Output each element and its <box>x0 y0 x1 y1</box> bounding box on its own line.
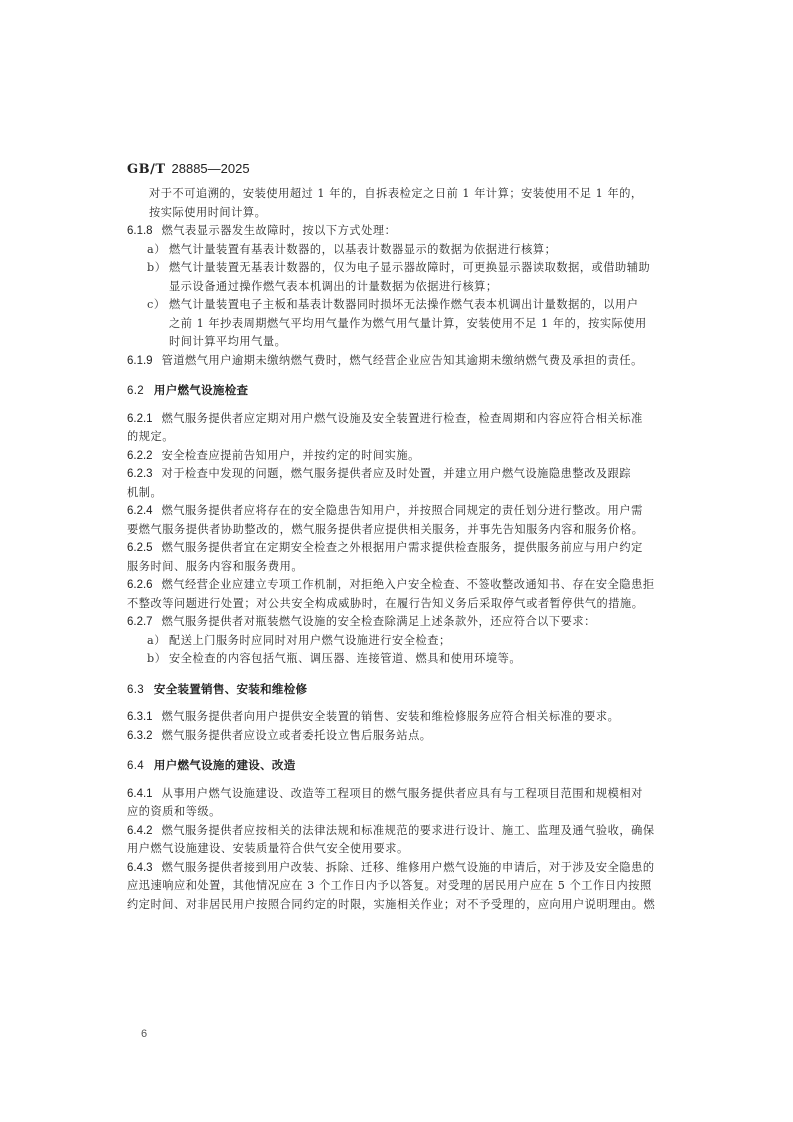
section-number: 6.2 <box>127 385 144 397</box>
list-item-text: 燃气计量装置电子主板和基表计数器同时损坏无法操作燃气表本机调出计量数据的，以用户 <box>169 298 639 311</box>
section-title: 用户燃气设施检查 <box>153 383 249 397</box>
clause-number: 6.1.8 <box>127 225 153 237</box>
clause-number: 6.3.1 <box>127 711 153 723</box>
document-body <box>127 185 667 914</box>
clause-6-2-5 <box>127 539 667 558</box>
clause-number: 6.3.2 <box>127 729 153 742</box>
section-heading-6-3 <box>127 680 667 700</box>
clause-6-4-1-continuation: 应的资质和等级。 <box>127 805 221 818</box>
clause-number: 6.2.7 <box>127 616 153 628</box>
section-title: 安全装置销售、安装和维检修 <box>153 681 308 696</box>
clause-number: 6.1.9 <box>127 354 153 367</box>
clause-text: 燃气服务提供者应将存在的安全隐患告知用户，并按照合同规定的责任划分进行整改。用户需 <box>161 504 643 517</box>
clause-6-4-3-continuation-2: 约定时间、对非居民用户按照合同约定的时限，实施相关作业；对不予受理的，应向用户说明理由。燃 <box>127 897 656 911</box>
clause-number: 6.4.2 <box>127 824 153 837</box>
list-item-text: 配送上门服务时应同时对用户燃气设施进行安全检查； <box>169 633 451 647</box>
clause-number: 6.2.3 <box>127 468 153 480</box>
clause-text: 燃气服务提供者接到用户改装、拆除、迁移、维修用户燃气设施的申请后，对于涉及安全隐患的 <box>161 860 655 874</box>
clause-6-4-2 <box>127 822 667 841</box>
list-item-c-continuation-1: 之前 1 年抄表周期燃气平均用气量作为燃气用气量计算，安装使用不足 1 年的，按实际使用 <box>169 316 647 330</box>
clause-number: 6.2.4 <box>127 505 153 517</box>
list-item-text: 安全检查的内容包括气瓶、调压器、连接管道、燃具和使用环境等。 <box>169 652 522 665</box>
list-item-c-continuation-2: 时间计算平均用气量。 <box>169 335 287 348</box>
clause-6-4-3 <box>127 859 667 878</box>
list-item-a <box>127 632 667 651</box>
clause-text: 燃气服务提供者应按相关的法律法规和标准规范的要求进行设计、施工、监理及通气验收，确保 <box>161 823 655 837</box>
clause-6-2-4 <box>127 502 667 521</box>
clause-text: 燃气经营企业应建立专项工作机制，对拒绝入户安全检查、不签收整改通知书、存在安全隐患拒 <box>161 578 655 591</box>
standard-code: GB/T <box>127 162 166 177</box>
clause-6-1-7-continuation-line-2: 按实际使用时间计算。 <box>149 205 267 219</box>
section-number: 6.3 <box>127 683 144 696</box>
section-heading-6-4 <box>127 756 667 776</box>
list-item-text: 燃气计量装置无基表计数器的，仅为电子显示器故障时，可更换显示器读取数据，或借助辅助 <box>169 261 651 274</box>
section-title: 用户燃气设施的建设、改造 <box>153 758 296 772</box>
clause-text: 从事用户燃气设施建设、改造等工程项目的燃气服务提供者应具有与工程项目范围和规模相对 <box>161 786 643 800</box>
clause-6-2-6-continuation: 不整改等问题进行处置；对公共安全构成威胁时，在履行告知义务后采取停气或者暂停供气的措施。 <box>127 596 644 610</box>
clause-6-2-1-continuation: 的规定。 <box>127 430 174 443</box>
clause-6-2-4-continuation: 要燃气服务提供者协助整改的，燃气服务提供者应提供相关服务，并事先告知服务内容和服务价格。 <box>127 522 644 536</box>
standard-header <box>127 161 250 177</box>
list-item-a <box>127 241 667 260</box>
list-item-b <box>127 259 667 278</box>
clause-number: 6.2.6 <box>127 579 153 591</box>
clause-6-4-2-continuation: 用户燃气设施建设、安装质量符合供气安全使用要求。 <box>127 842 409 855</box>
clause-6-2-3 <box>127 465 667 484</box>
standard-number: 28885—2025 <box>171 161 250 176</box>
section-heading-6-2 <box>127 381 667 401</box>
clause-6-2-5-continuation: 服务时间、服务内容和服务费用。 <box>127 559 304 573</box>
list-item-c <box>127 296 667 315</box>
page-number: 6 <box>141 1028 148 1040</box>
clause-text: 对于检查中发现的问题，燃气服务提供者应及时处置，并建立用户燃气设施隐患整改及跟踪 <box>161 467 632 480</box>
clause-number: 6.4.3 <box>127 861 153 874</box>
list-marker: b） <box>147 652 167 665</box>
clause-6-3-2 <box>127 727 667 746</box>
list-marker: a） <box>147 242 166 256</box>
clause-6-2-2 <box>127 447 667 466</box>
clause-text: 燃气服务提供者应设立或者委托设立售后服务站点。 <box>161 728 432 742</box>
clause-number: 6.2.5 <box>127 542 153 554</box>
clause-6-4-3-continuation-1: 应迅速响应和处置，其他情况应在 3 个工作日内予以答复。对受理的居民用户应在 5 个工作日内按照 <box>127 879 652 892</box>
clause-6-4-1 <box>127 785 667 804</box>
clause-text: 燃气服务提供者宜在定期安全检查之外根据用户需求提供检查服务，提供服务前应与用户约定 <box>161 541 643 554</box>
clause-text: 安全检查应提前告知用户，并按约定的时间实施。 <box>161 448 420 462</box>
clause-6-1-8 <box>127 222 667 241</box>
list-item-text: 燃气计量装置有基表计数器的，以基表计数器显示的数据为依据进行核算； <box>169 242 557 256</box>
clause-number: 6.2.2 <box>127 449 153 462</box>
clause-6-2-3-continuation: 机制。 <box>127 485 163 499</box>
clause-text: 燃气服务提供者应定期对用户燃气设施及安全装置进行检查，检查周期和内容应符合相关标准 <box>161 411 643 425</box>
list-marker: a） <box>147 633 166 647</box>
list-item-b <box>127 650 667 669</box>
clause-number: 6.4.1 <box>127 787 153 800</box>
clause-6-1-7-continuation-line-1: 对于不可追溯的，安装使用超过 1 年的，自拆表检定之日前 1 年计算；安装使用不足 1 年的， <box>149 187 643 200</box>
clause-text: 燃气表显示器发生故障时，按以下方式处理： <box>161 224 397 237</box>
clause-text: 管道燃气用户逾期未缴纳燃气费时，燃气经营企业应告知其逾期未缴纳燃气费及承担的责任。 <box>161 353 643 367</box>
clause-6-2-6 <box>127 576 667 595</box>
clause-6-2-7 <box>127 613 667 632</box>
clause-6-2-1 <box>127 410 667 429</box>
clause-6-1-9 <box>127 352 667 371</box>
list-marker: b） <box>147 261 167 274</box>
list-item-b-continuation: 显示设备通过操作燃气表本机调出的计量数据为依据进行核算； <box>169 279 498 293</box>
list-marker: c） <box>147 298 166 311</box>
clause-6-3-1 <box>127 708 667 727</box>
clause-text: 燃气服务提供者对瓶装燃气设施的安全检查除满足上述条款外，还应符合以下要求： <box>161 615 596 628</box>
clause-text: 燃气服务提供者向用户提供安全装置的销售、安装和维检修服务应符合相关标准的要求。 <box>161 710 620 723</box>
clause-number: 6.2.1 <box>127 412 153 425</box>
section-number: 6.4 <box>127 760 144 772</box>
